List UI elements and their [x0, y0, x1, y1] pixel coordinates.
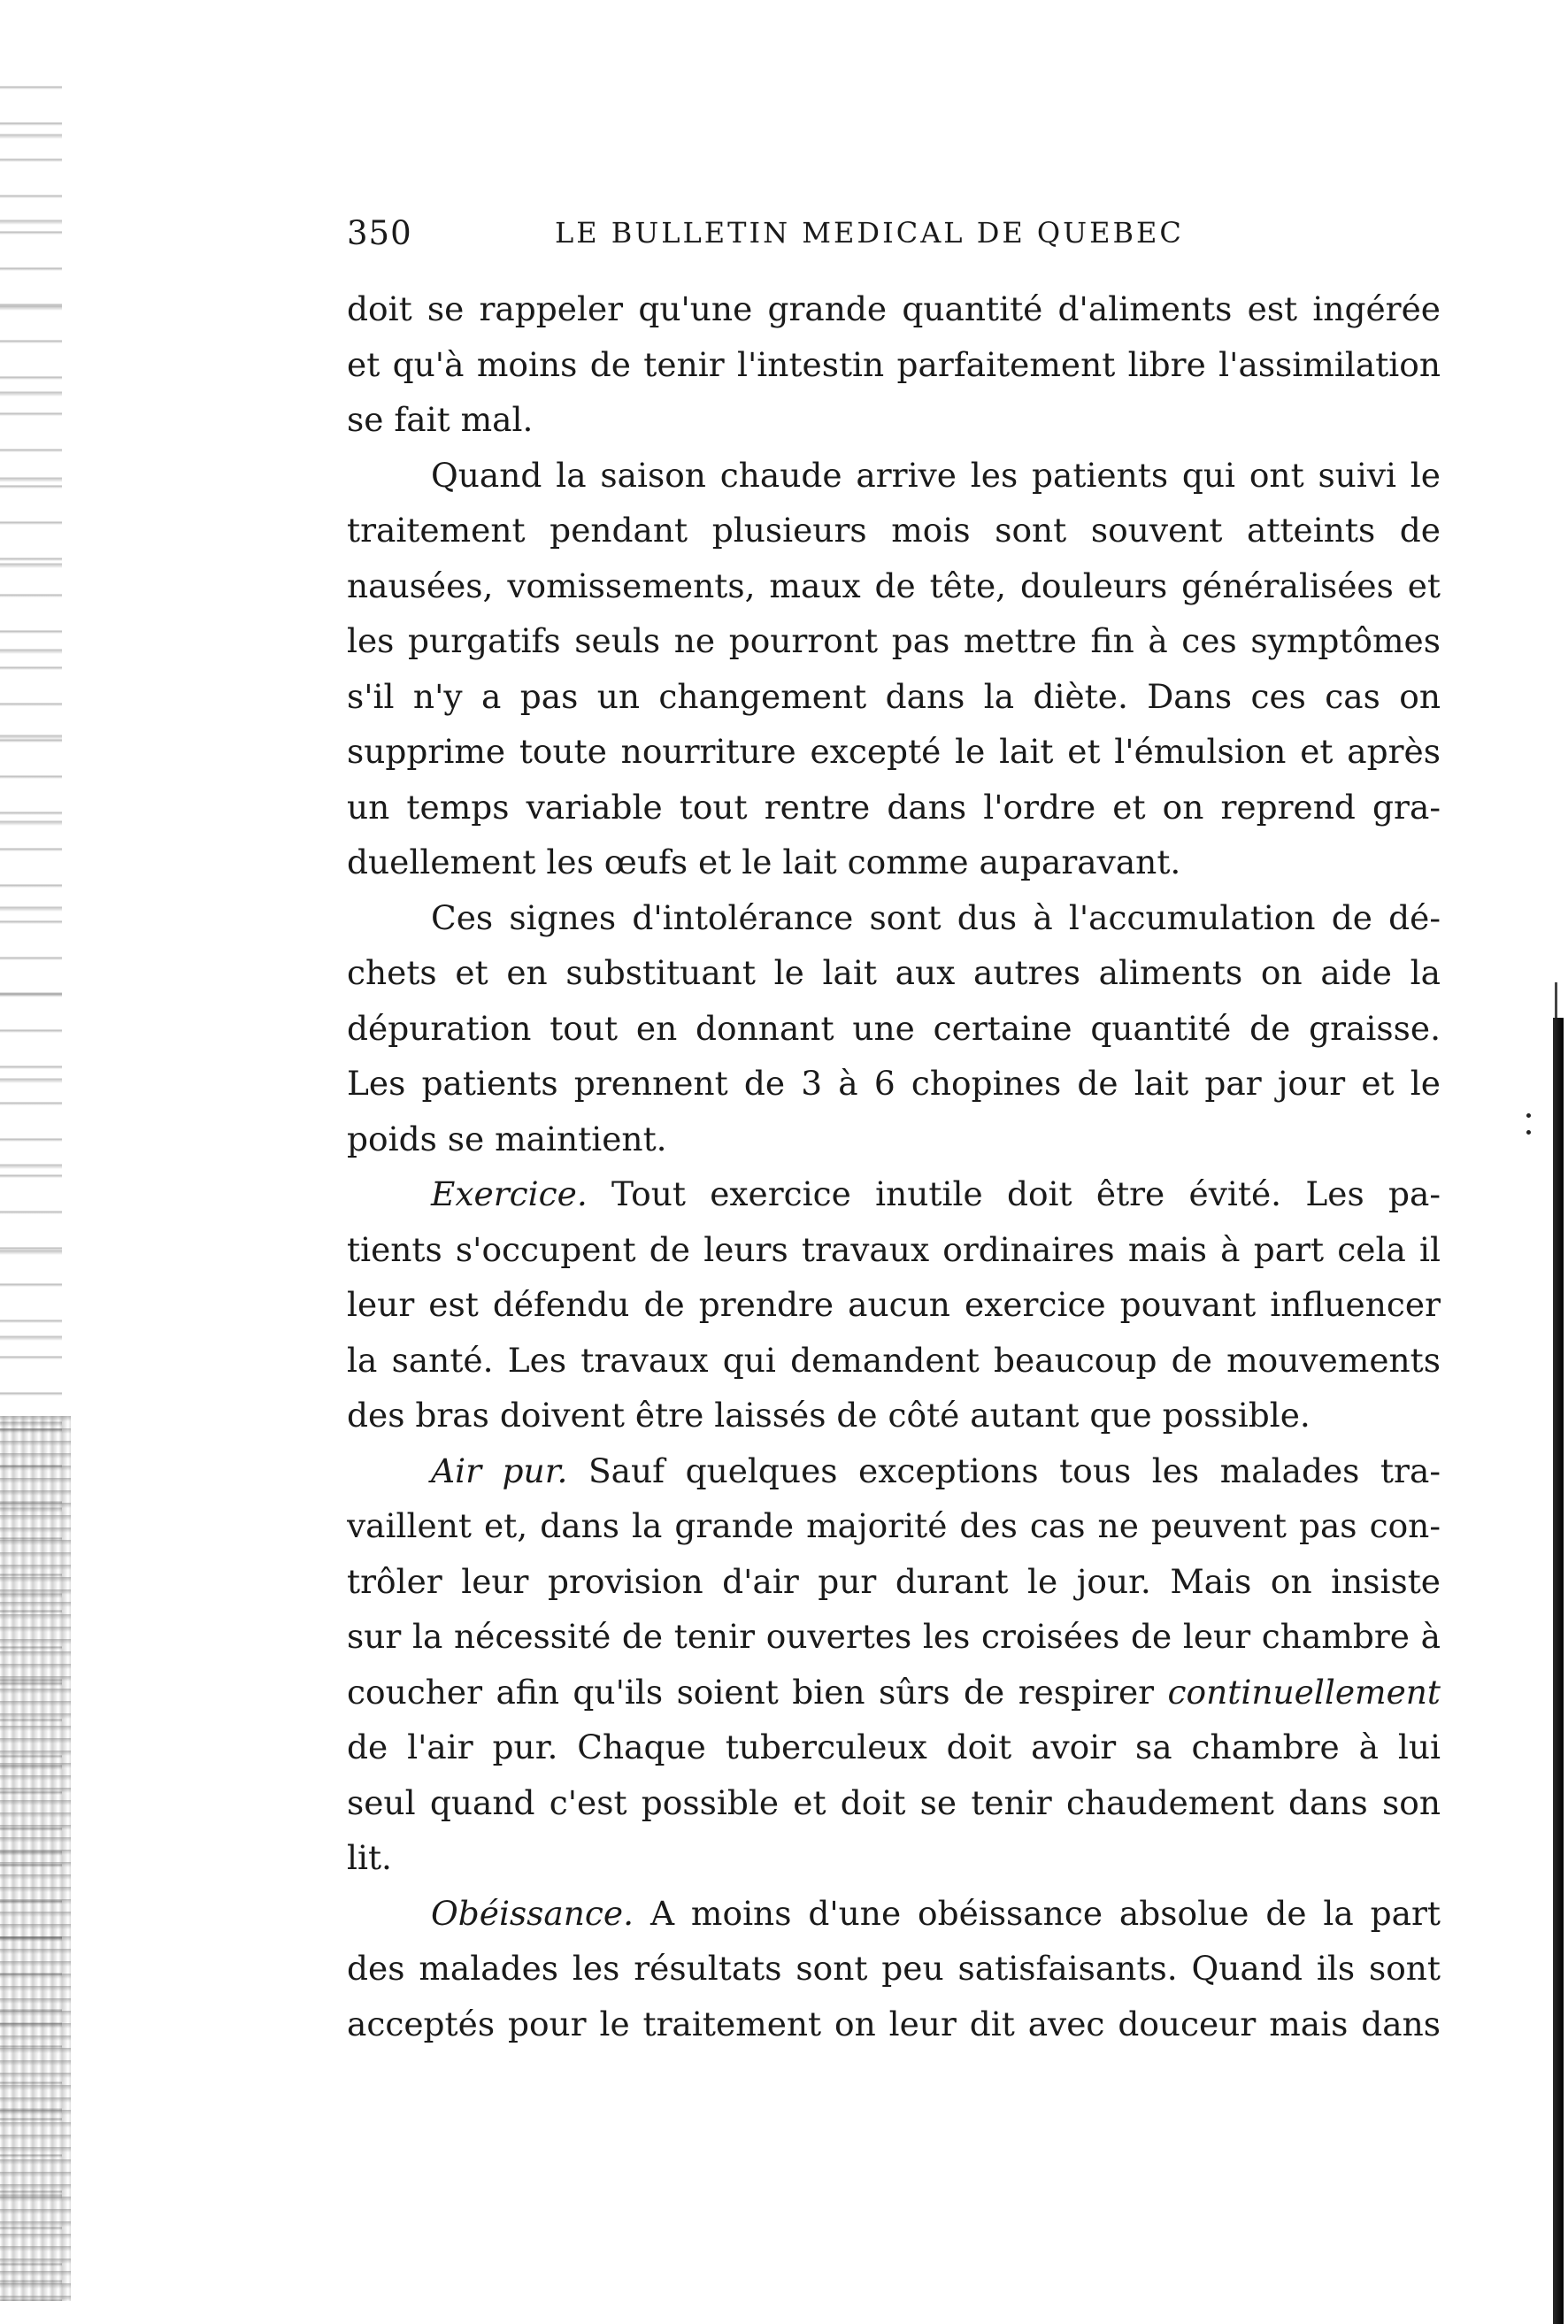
text-line: nausées, vomissements, maux de tête, douleurs généralisées et	[347, 566, 1441, 605]
text-line: acceptés pour le traitement on leur dit avec douceur mais dans	[347, 2004, 1441, 2043]
text-line-with-heading	[347, 1886, 1441, 1942]
running-head: LE BULLETIN MEDICAL DE QUEBEC	[555, 216, 1184, 250]
text-line: sur la nécessité de tenir ouvertes les croisées de leur chambre à	[347, 1617, 1441, 1656]
text-line: supprime toute nourriture excepté le lait et l'émulsion et après	[347, 732, 1441, 771]
text-line: un temps variable tout rentre dans l'ordre et on reprend gra-	[347, 787, 1441, 827]
body-text	[347, 281, 1441, 2051]
section-heading-obeissance: Obéissance.	[431, 1893, 634, 1933]
text-run: coucher afin qu'ils soient bien sûrs de respirer	[347, 1672, 1168, 1712]
text-run: Sauf quelques exceptions tous les malades tra-	[588, 1451, 1441, 1490]
text-line-with-emphasis	[347, 1665, 1441, 1720]
text-run: Tout exercice inutile doit être évité. Les pa-	[611, 1174, 1441, 1213]
text-line: Les patients prennent de 3 à 6 chopines de lait par jour et le	[347, 1064, 1441, 1103]
text-line: s'il n'y a pas un changement dans la diète. Dans ces cas on	[347, 676, 1441, 716]
text-line: des bras doivent être laissés de côté autant que possible.	[347, 1396, 1311, 1435]
text-line-with-heading	[347, 1166, 1441, 1222]
section-heading-air-pur: Air pur.	[431, 1451, 568, 1490]
section-heading-exercice: Exercice.	[431, 1174, 588, 1213]
emphasis-continuellement: continuellement	[1167, 1672, 1441, 1712]
page-number: 350	[347, 214, 412, 252]
text-line: doit se rappeler qu'une grande quantité d'aliments est ingérée	[347, 289, 1441, 328]
text-line: seul quand c'est possible et doit se tenir chaudement dans son	[347, 1782, 1441, 1822]
text-line: traitement pendant plusieurs mois sont souvent atteints de	[347, 511, 1441, 550]
text-line: et qu'à moins de tenir l'intestin parfaitement libre l'assimilation	[347, 344, 1441, 384]
text-line: lit.	[347, 1838, 392, 1877]
scan-speck-right	[1526, 1113, 1532, 1140]
text-line: Ces signes d'intolérance sont dus à l'accumulation de dé-	[431, 897, 1441, 937]
text-line-with-heading	[347, 1443, 1441, 1499]
scan-edge-bar-right	[1553, 1018, 1564, 2324]
text-line: de l'air pur. Chaque tuberculeux doit avoir sa chambre à lui	[347, 1728, 1441, 1766]
scan-edge-noise-left-lower	[0, 1416, 71, 2301]
text-line: vaillent et, dans la grande majorité des cas ne peuvent pas con-	[347, 1506, 1441, 1545]
text-line: des malades les résultats sont peu satisfaisants. Quand ils sont	[347, 1949, 1441, 1988]
text-line: chets et en substituant le lait aux autres aliments on aide la	[347, 953, 1441, 992]
text-run: A moins d'une obéissance absolue de la part	[649, 1893, 1441, 1933]
text-line: la santé. Les travaux qui demandent beaucoup de mouvements	[347, 1340, 1441, 1380]
text-line: tients s'occupent de leurs travaux ordinaires mais à part cela il	[347, 1229, 1441, 1269]
text-line: poids se maintient.	[347, 1119, 667, 1158]
text-line: duellement les œufs et le lait comme auparavant.	[347, 843, 1181, 881]
text-line: se fait mal.	[347, 400, 534, 439]
text-line: leur est défendu de prendre aucun exercice pouvant influencer	[347, 1285, 1441, 1324]
text-line: trôler leur provision d'air pur durant le jour. Mais on insiste	[347, 1561, 1441, 1601]
page-header	[347, 205, 1232, 258]
text-line: Quand la saison chaude arrive les patients qui ont suivi le	[431, 455, 1441, 495]
text-line: dépuration tout en donnant une certaine quantité de graisse.	[347, 1008, 1441, 1048]
text-line: les purgatifs seuls ne pourront pas mettre fin à ces symptômes	[347, 621, 1441, 660]
